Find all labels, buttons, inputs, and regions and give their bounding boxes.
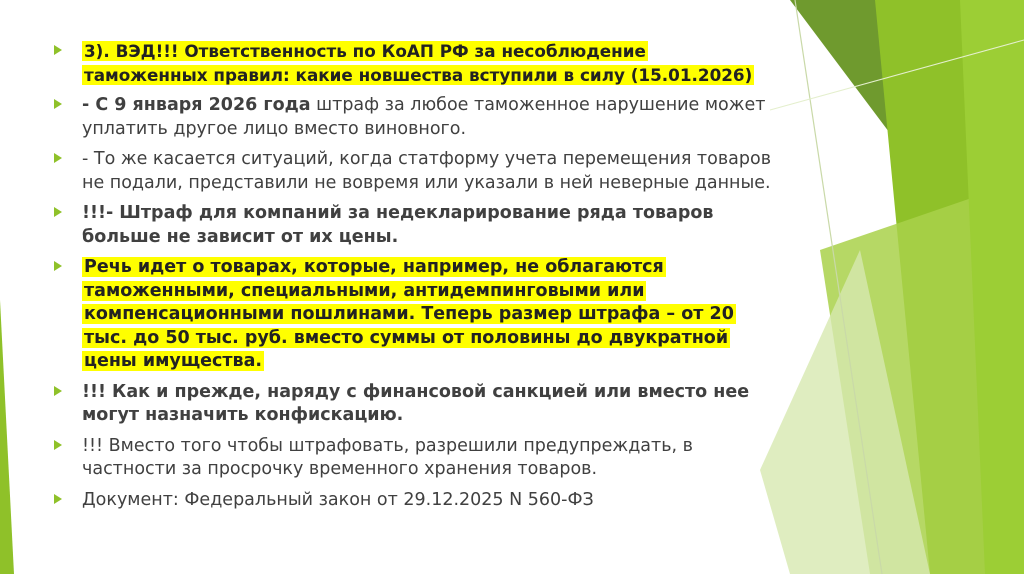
bullet-bold-text: - С 9 января 2026 года xyxy=(82,95,311,115)
bullet-item xyxy=(52,148,772,195)
bullet-item xyxy=(52,94,772,141)
bullet-item xyxy=(52,40,772,87)
bullet-text: Документ: Федеральный закон от 29.12.2025 N 560-ФЗ xyxy=(82,489,594,510)
bullet-item xyxy=(52,256,772,374)
bullet-arrow-icon xyxy=(54,386,62,396)
left-green-sliver xyxy=(0,300,14,574)
bullet-list xyxy=(52,40,772,519)
bullet-text: Речь идет о товарах, которые, например, не облагаются таможенными, специальными, антидемпинговыми или компенсационными пошлинами. Теперь размер штрафа – от 20 тыс. до 50 тыс. руб. вместо суммы от половины до двукратной цены имущества. xyxy=(84,257,734,371)
bullet-arrow-icon xyxy=(54,45,62,55)
bullet-item xyxy=(52,381,772,428)
bullet-item xyxy=(52,435,772,482)
bullet-text: !!! Как и прежде, наряду с финансовой санкцией или вместо нее могут назначить конфискацию. xyxy=(82,381,750,425)
bullet-item xyxy=(52,202,772,249)
bullet-arrow-icon xyxy=(54,440,62,450)
bullet-text: штраф за любое таможенное нарушение может уплатить другое лицо вместо виновного. xyxy=(82,95,766,139)
bullet-text: !!! Вместо того чтобы штрафовать, разрешили предупреждать, в частности за просрочку временного хранения товаров. xyxy=(82,435,693,479)
bullet-text: - То же касается ситуаций, когда статформу учета перемещения товаров не подали, представили не вовремя или указали в ней неверные данные. xyxy=(82,149,772,193)
bullet-arrow-icon xyxy=(54,261,62,271)
bullet-arrow-icon xyxy=(54,207,62,217)
bullet-text: !!!- Штраф для компаний за недекларирование ряда товаров больше не зависит от их цены. xyxy=(82,203,714,247)
bullet-item xyxy=(52,489,772,513)
bullet-text: 3). ВЭД!!! Ответственность по КоАП РФ за несоблюдение таможенных правил: какие новшества вступили в силу (15.01.2026) xyxy=(84,41,753,85)
bullet-arrow-icon xyxy=(54,153,62,163)
bullet-arrow-icon xyxy=(54,494,62,504)
bullet-arrow-icon xyxy=(54,99,62,109)
